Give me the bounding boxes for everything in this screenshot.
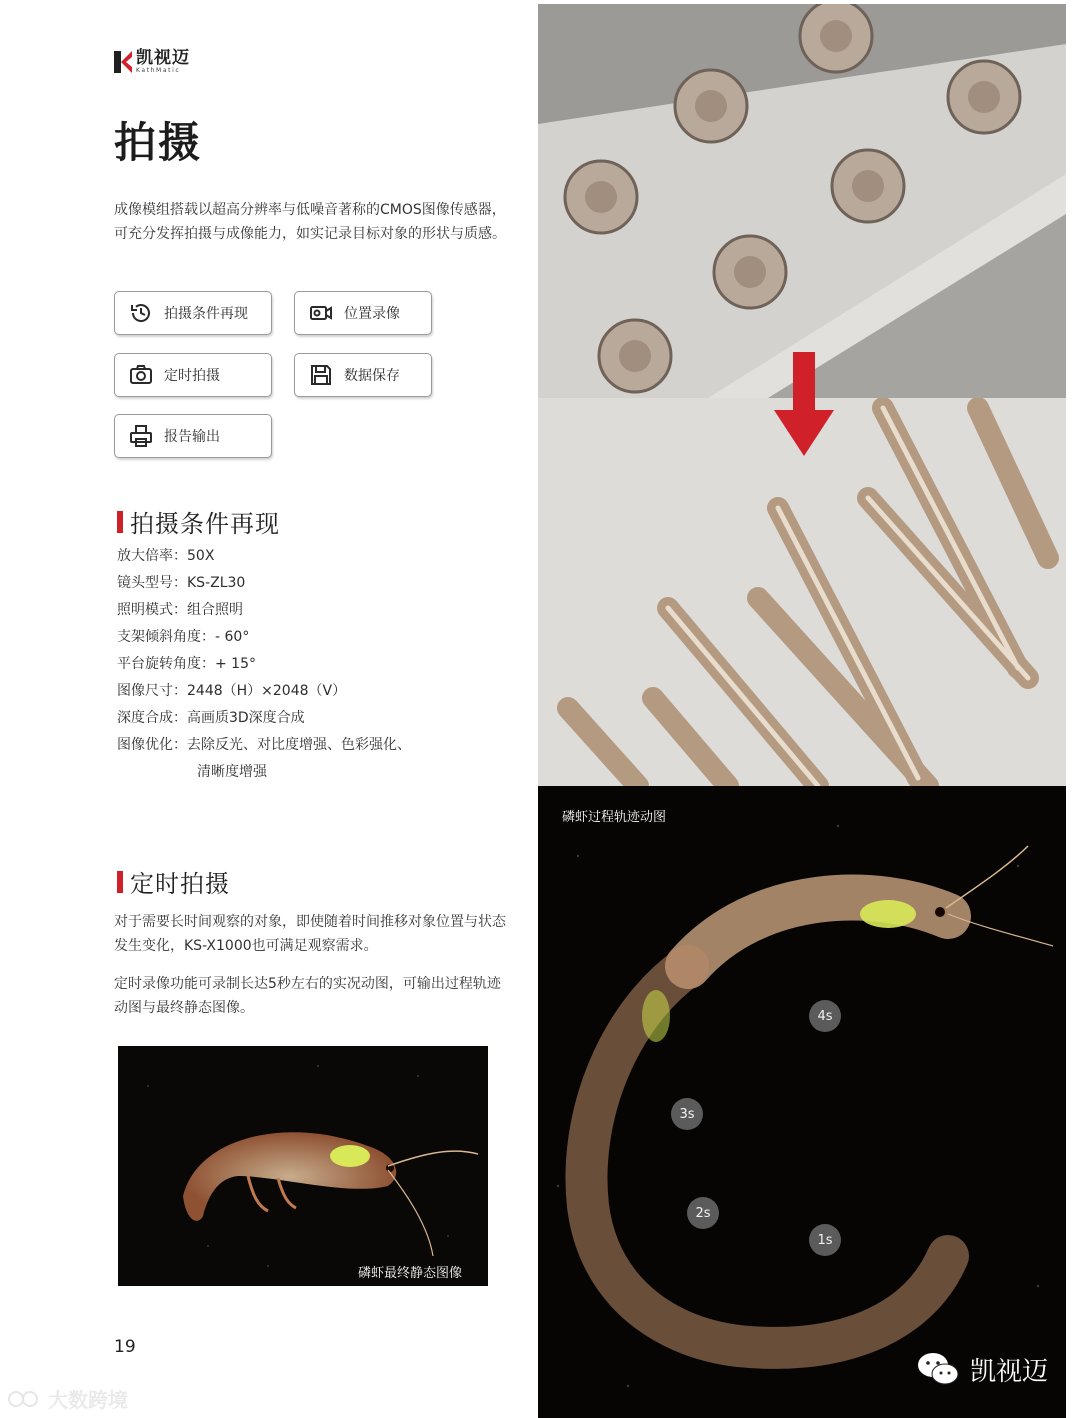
krill-trajectory-photo bbox=[538, 786, 1066, 1418]
watermark-logo-icon bbox=[8, 1387, 48, 1411]
time-marker-3s: 3s bbox=[671, 1098, 703, 1130]
brand-name-en: KathMatic bbox=[136, 67, 181, 74]
section-accent-bar bbox=[117, 511, 123, 533]
floppy-disk-icon bbox=[308, 362, 334, 388]
pins-top-illustration bbox=[538, 4, 1066, 398]
intro-paragraph: 成像模组搭载以超高分辨率与低噪音著称的CMOS图像传感器，可充分发挥拍摄与成像能力，如实记录目标对象的形状与质感。 bbox=[114, 202, 506, 242]
spec-list bbox=[117, 543, 517, 786]
printer-icon bbox=[128, 423, 154, 449]
pins-side-illustration bbox=[538, 398, 1066, 786]
spec-row: 清晰度增强 bbox=[197, 764, 267, 780]
trajectory-photo-caption: 磷虾过程轨迹动图 bbox=[562, 810, 667, 825]
time-marker-2s: 2s bbox=[687, 1197, 719, 1229]
krill-trajectory-illustration bbox=[538, 786, 1066, 1418]
timed-shoot-paragraph-1: 对于需要长时间观察的对象，即使随着时间推移对象位置与状态发生变化，KS-X1000也可满足观察需求。 bbox=[114, 914, 506, 954]
spec-row: 深度合成： 高画质3D深度合成 bbox=[117, 710, 305, 726]
spec-row: 平台旋转角度： + 15° bbox=[117, 656, 256, 672]
spec-row: 镜头型号： KS-ZL30 bbox=[117, 575, 246, 591]
pins-top-view-photo bbox=[538, 4, 1066, 398]
page-number: 19 bbox=[114, 1337, 136, 1357]
spec-row: 图像优化： 去除反光、对比度增强、色彩强化、 bbox=[117, 737, 411, 753]
pins-side-view-photo bbox=[538, 398, 1066, 786]
watermark-left: 大数跨境 bbox=[8, 1384, 128, 1413]
down-arrow-icon bbox=[774, 352, 834, 456]
page-title: 拍摄 bbox=[114, 118, 203, 167]
section-heading-condition-reproduce: 拍摄条件再现 bbox=[117, 504, 280, 539]
krill-static-illustration bbox=[118, 1046, 488, 1286]
spec-row: 支架倾斜角度： - 60° bbox=[117, 629, 250, 645]
krill-static-photo bbox=[118, 1046, 488, 1286]
feature-data-save-button[interactable]: 数据保存 bbox=[294, 353, 432, 397]
feature-timed-shoot-button[interactable]: 定时拍摄 bbox=[114, 353, 272, 397]
time-marker-1s: 1s bbox=[809, 1224, 841, 1256]
feature-report-output-button[interactable]: 报告输出 bbox=[114, 414, 272, 458]
feature-position-record-button[interactable]: 位置录像 bbox=[294, 291, 432, 335]
brand-mark-icon bbox=[114, 51, 132, 73]
spec-row: 图像尺寸： 2448（H）×2048（V） bbox=[117, 683, 347, 699]
spec-row: 照明模式： 组合照明 bbox=[117, 602, 243, 618]
watermark-right: 凯视迈 bbox=[916, 1350, 1048, 1388]
brand-logo bbox=[114, 50, 190, 74]
history-clock-icon bbox=[128, 300, 154, 326]
section-heading-timed-shoot: 定时拍摄 bbox=[117, 864, 230, 899]
wechat-icon bbox=[916, 1350, 960, 1388]
section-accent-bar bbox=[117, 871, 123, 893]
camera-icon bbox=[128, 362, 154, 388]
spec-row: 放大倍率： 50X bbox=[117, 548, 215, 564]
timed-shoot-paragraph-2: 定时录像功能可录制长达5秒左右的实况动图，可输出过程轨迹动图与最终静态图像。 bbox=[114, 976, 501, 1016]
brand-name: 凯视迈 bbox=[136, 48, 190, 68]
feature-condition-reproduce-button[interactable]: 拍摄条件再现 bbox=[114, 291, 272, 335]
static-photo-caption: 磷虾最终静态图像 bbox=[358, 1266, 463, 1281]
time-marker-4s: 4s bbox=[809, 1000, 841, 1032]
video-camera-icon bbox=[308, 300, 334, 326]
